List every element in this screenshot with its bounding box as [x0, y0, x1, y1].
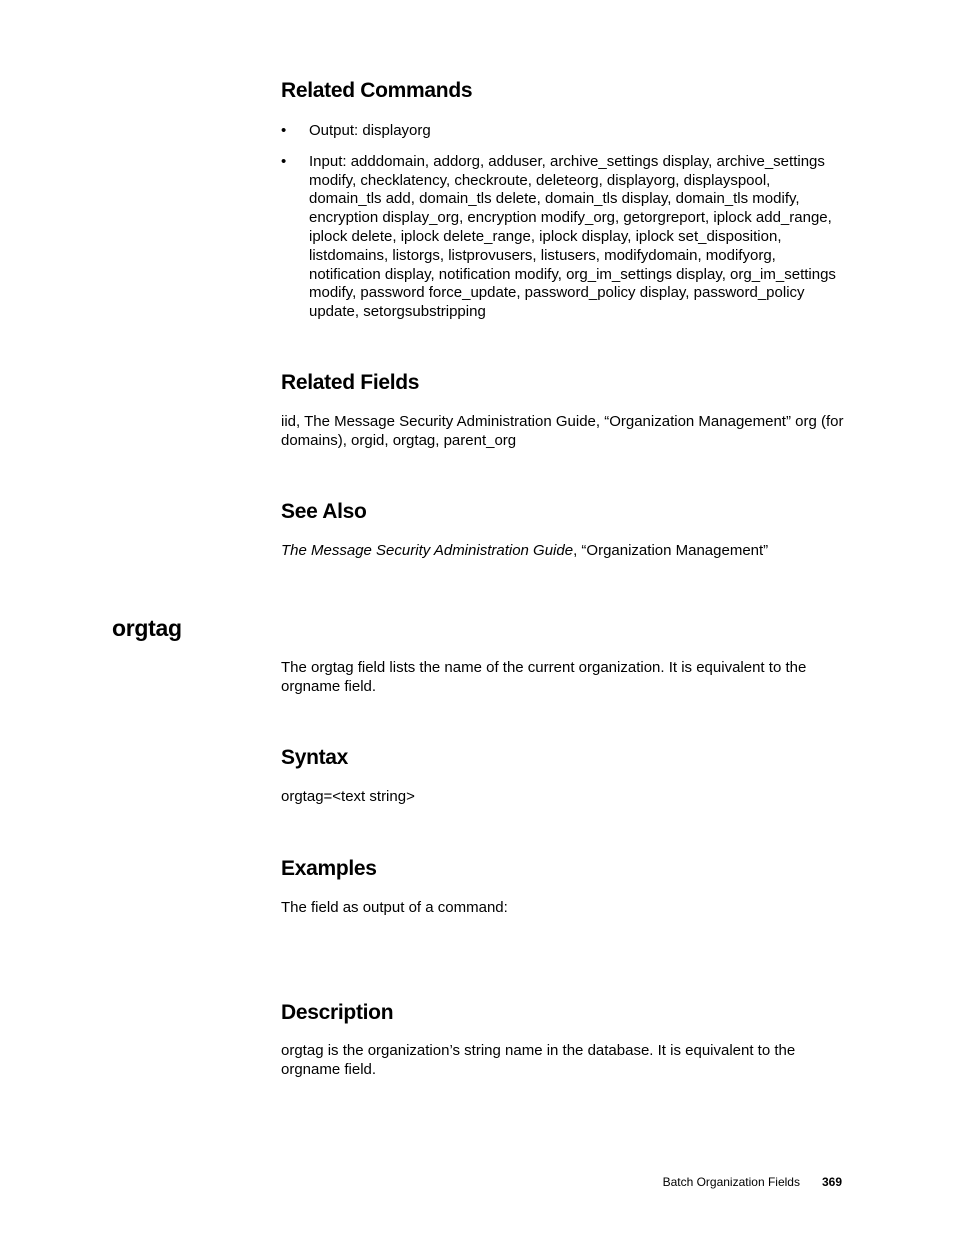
examples-text: The field as output of a command:: [281, 899, 508, 916]
see-also-heading: See Also: [281, 500, 367, 523]
list-item: [281, 153, 841, 322]
syntax-text: orgtag=<text string>: [281, 788, 415, 805]
see-also-rest: , “Organization Management”: [573, 542, 769, 559]
description-heading: Description: [281, 1001, 394, 1024]
list-item-text: Output: displayorg: [309, 122, 431, 139]
footer-section-title: Batch Organization Fields: [662, 1175, 800, 1189]
guide-title: The Message Security Administration Guide: [281, 542, 574, 559]
description-text: orgtag is the organization’s string name in the database. It is equivalent to the orgname field.: [281, 1042, 796, 1078]
syntax-heading: Syntax: [281, 746, 349, 769]
orgtag-title: orgtag: [112, 615, 182, 641]
related-fields-heading: Related Fields: [281, 371, 420, 394]
related-fields-text: iid, The Message Security Administration Guide, “Organization Management” org (for domains), orgid, orgtag, parent_org: [281, 413, 844, 449]
bullet-icon: •: [281, 152, 287, 170]
list-item: [281, 122, 841, 141]
list-item-text: Input: adddomain, addorg, adduser, archive_settings display, archive_settings modify, checklatency, checkroute, deleteorg, displayorg, displayspool, domain_tls add, domain_tls delete, domain_tls display, domain_tls modify, encryption display_org, encryption modify_org, getorgreport, iplock add_range, iplock delete, iplock delete_range, iplock display, iplock set_disposition, listdomains, listorgs, listprovusers, listusers, modifydomain, modifyorg, notification display, notification modify, org_im_settings display, org_im_settings modify, password force_update, password_policy display, password_policy update, setorgsubstripping: [309, 152, 836, 321]
related-commands-heading: Related Commands: [281, 79, 473, 102]
orgtag-intro: The orgtag field lists the name of the current organization. It is equivalent to the orgname field.: [281, 659, 807, 695]
examples-heading: Examples: [281, 857, 377, 880]
page-number: 369: [821, 1175, 842, 1189]
bullet-icon: •: [281, 122, 287, 139]
see-also-text: [281, 542, 846, 561]
related-commands-list: [281, 122, 841, 322]
page-footer: [600, 1174, 842, 1190]
